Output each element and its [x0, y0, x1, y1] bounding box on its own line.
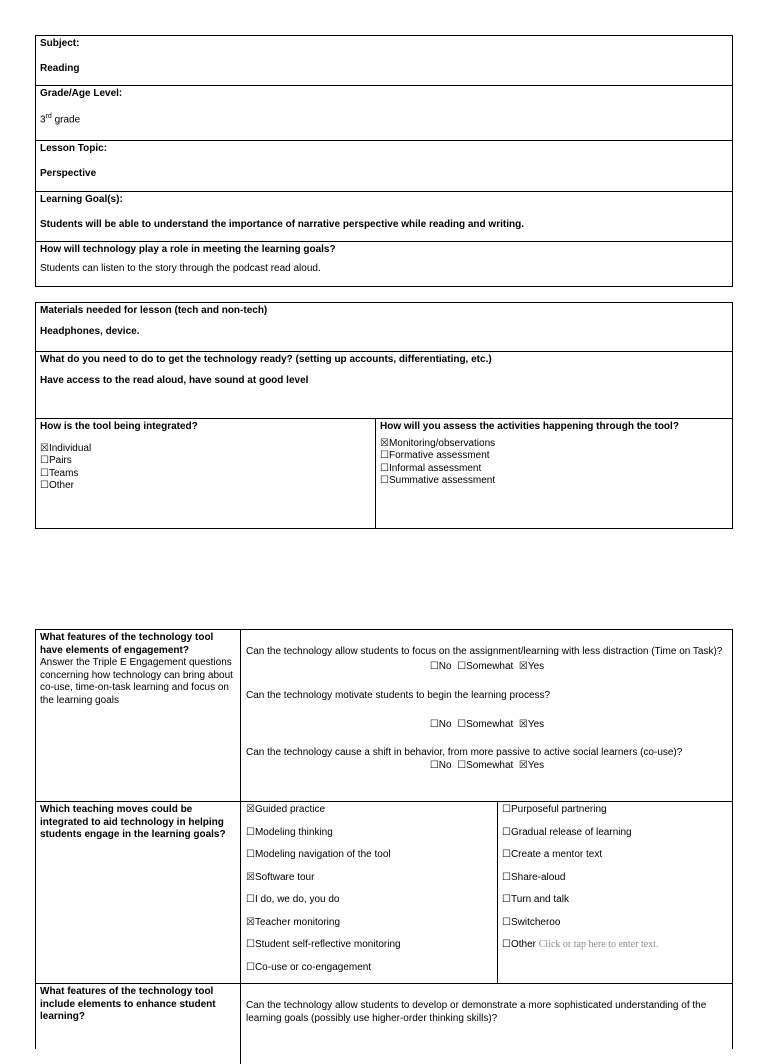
materials-label: Materials needed for lesson (tech and non-tech): [40, 305, 268, 316]
teaching-move-option[interactable]: ☒Teacher monitoring: [246, 916, 341, 928]
goal-label: Learning Goal(s):: [40, 194, 123, 205]
integrated-option[interactable]: ☐Pairs: [40, 455, 72, 466]
teaching-moves-row: [36, 802, 732, 984]
subject-row: [36, 36, 732, 86]
topic-value: Perspective: [40, 167, 97, 179]
assess-cell: [376, 419, 732, 528]
ready-value: Have access to the read aloud, have sound at good level: [40, 374, 309, 386]
grade-label: Grade/Age Level:: [40, 88, 123, 99]
teaching-move-option[interactable]: ☐Create a mentor text: [502, 849, 603, 860]
integrated-option[interactable]: ☐Teams: [40, 467, 79, 479]
teaching-move-option[interactable]: ☐I do, we do, you do: [246, 894, 340, 905]
lesson-info-table: [35, 35, 733, 287]
materials-row: [36, 303, 732, 352]
goal-value: Students will be able to understand the importance of narrative perspective while reading and writing.: [40, 218, 524, 230]
assess-option[interactable]: ☐Summative assessment: [380, 475, 496, 486]
teaching-move-option[interactable]: ☐Purposeful partnering: [502, 804, 607, 815]
teaching-moves-left-cell: [241, 802, 498, 983]
teaching-move-option[interactable]: ☐Turn and talk: [502, 894, 569, 905]
integrated-option[interactable]: ☒Individual: [40, 442, 92, 454]
tech-prep-table: [35, 302, 733, 529]
grade-number: 3: [40, 113, 46, 125]
integrated-cell: [36, 419, 376, 528]
teaching-moves-label: Which teaching moves could be integrated to aid technology in helping students engage in the learning goals?: [40, 804, 226, 840]
grade-suffix: rd: [45, 112, 52, 120]
teaching-move-option[interactable]: ☐Switcheroo: [502, 916, 561, 928]
teaching-move-option[interactable]: ☐Student self-reflective monitoring: [246, 939, 401, 950]
other-text-field[interactable]: Click or tap here to enter text.: [538, 939, 659, 950]
teaching-move-option[interactable]: ☐Other: [502, 939, 536, 950]
enhance-question: Can the technology allow students to develop or demonstrate a more sophisticated understanding of the learning goals (possibly use higher-order thinking skills)?: [246, 1000, 707, 1024]
engagement-answer-1[interactable]: ☐No ☐Somewhat ☒Yes: [429, 660, 545, 672]
integrated-label: How is the tool being integrated?: [40, 421, 198, 432]
engagement-label: What features of the technology tool have elements of engagement?: [40, 632, 214, 656]
ready-label: What do you need to do to get the technology ready? (setting up accounts, differentiating, etc.): [40, 354, 492, 365]
enhance-label-cell: [36, 984, 241, 1064]
teaching-move-option[interactable]: ☒Software tour: [246, 871, 315, 883]
teaching-move-option[interactable]: ☐Modeling thinking: [246, 826, 333, 838]
engagement-answer-2[interactable]: ☐No ☐Somewhat ☒Yes: [429, 718, 545, 730]
integrated-option[interactable]: ☐Other: [40, 480, 74, 491]
engagement-table: [35, 629, 733, 1049]
subject-value: Reading: [40, 62, 80, 74]
engagement-help: Answer the Triple E Engagement questions concerning how technology can bring about co-use, time-on-task learning and focus on the learning goals: [40, 657, 233, 706]
engagement-question-2: Can the technology motivate students to begin the learning process?: [246, 690, 551, 701]
subject-label: Subject:: [40, 38, 80, 49]
tech-role-label: How will technology play a role in meeting the learning goals?: [40, 244, 336, 255]
teaching-move-option[interactable]: ☒Guided practice: [246, 804, 326, 815]
grade-rest: grade: [51, 113, 81, 125]
engagement-row: [36, 630, 732, 802]
materials-value: Headphones, device.: [40, 325, 140, 337]
engagement-answer-3[interactable]: ☐No ☐Somewhat ☒Yes: [429, 759, 545, 771]
assess-option[interactable]: ☐Informal assessment: [380, 462, 482, 474]
enhance-row: [36, 984, 732, 1064]
teaching-move-option[interactable]: ☐Co-use or co-engagement: [246, 961, 372, 973]
engagement-question-3: Can the technology cause a shift in behavior, from more passive to active social learners (co-use)?: [246, 747, 683, 758]
ready-row: [36, 352, 732, 419]
teaching-move-option[interactable]: ☐Share-aloud: [502, 871, 566, 883]
teaching-move-option[interactable]: ☐Gradual release of learning: [502, 826, 632, 838]
topic-label: Lesson Topic:: [40, 143, 108, 154]
enhance-label: What features of the technology tool include elements to enhance student learning?: [40, 986, 216, 1022]
integration-row: [36, 419, 732, 528]
engagement-question-1: Can the technology allow students to focus on the assignment/learning with less distraction (Time on Task)?: [246, 646, 723, 657]
engagement-questions-cell: [241, 630, 732, 801]
teaching-move-option[interactable]: ☐Modeling navigation of the tool: [246, 849, 391, 860]
teaching-moves-right-cell: [498, 802, 732, 983]
grade-value: [40, 113, 728, 127]
topic-row: [36, 141, 732, 192]
enhance-question-cell: [241, 984, 732, 1064]
tech-role-row: [36, 242, 732, 286]
tech-role-value: Students can listen to the story through the podcast read aloud.: [40, 262, 321, 274]
goal-row: [36, 192, 732, 242]
engagement-label-cell: [36, 630, 241, 801]
assess-label: How will you assess the activities happening through the tool?: [380, 421, 679, 432]
assess-option[interactable]: ☐Formative assessment: [380, 450, 490, 461]
assess-option[interactable]: ☒Monitoring/observations: [380, 437, 496, 449]
teaching-moves-label-cell: [36, 802, 241, 983]
grade-row: [36, 86, 732, 141]
